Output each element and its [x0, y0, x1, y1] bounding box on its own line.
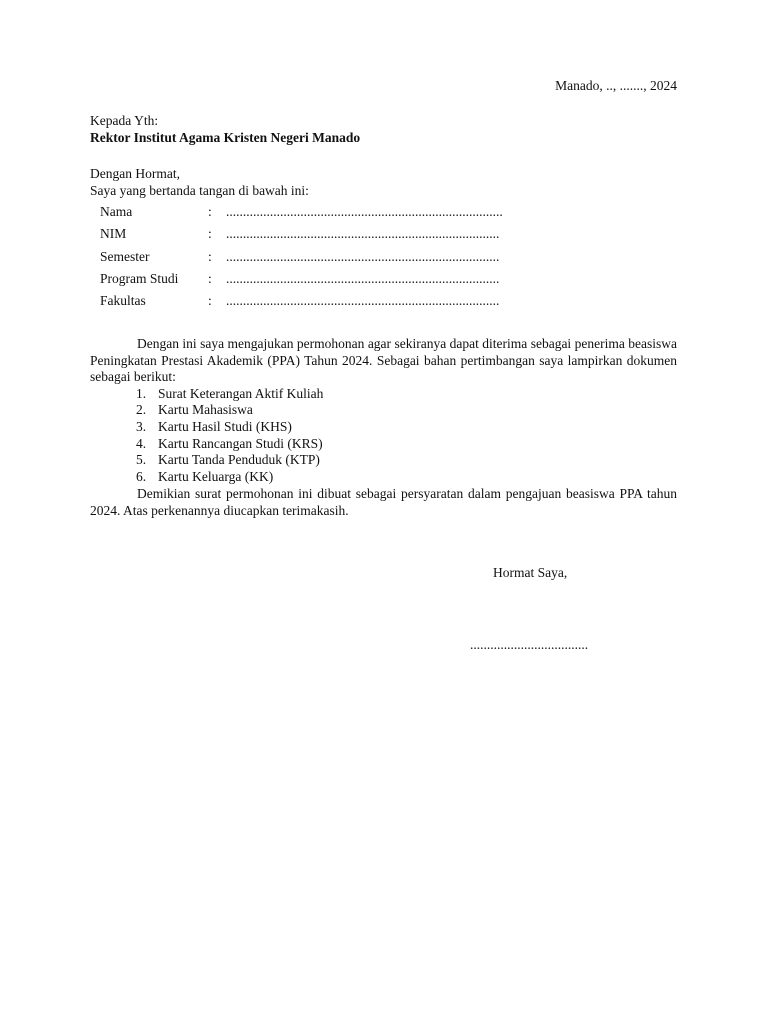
- list-number: 1.: [136, 385, 147, 401]
- signature-line: ...................................: [470, 637, 589, 652]
- list-item: [90, 469, 677, 486]
- field-row-fakultas: [100, 293, 503, 315]
- letter-page: [90, 0, 677, 1024]
- intro-paragraph: Dengan ini saya mengajukan permohonan agar sekiranya dapat diterima sebagai penerima beasiswa Peningkatan Prestasi Akademik (PPA) Tahun 2024. Sebagai bahan pertimbangan saya lampirkan dokumen sebagai berikut:: [90, 336, 677, 385]
- field-label: NIM: [100, 226, 127, 242]
- list-number: 3.: [136, 418, 147, 434]
- field-row-nama: [100, 204, 503, 226]
- list-item: [90, 452, 677, 469]
- field-label: Semester: [100, 248, 150, 264]
- list-number: 4.: [136, 435, 147, 451]
- list-text: Kartu Hasil Studi (KHS): [158, 418, 292, 434]
- field-blank: .................................................................................: [226, 248, 500, 264]
- list-text: Kartu Keluarga (KK): [158, 468, 274, 484]
- list-item: [90, 386, 677, 403]
- letter-body: [90, 336, 677, 520]
- letter-date: Manado, .., ......., 2024: [555, 78, 677, 93]
- recipient-block: [90, 113, 360, 146]
- list-number: 6.: [136, 468, 147, 484]
- greeting-intro-line: Saya yang bertanda tangan di bawah ini:: [90, 182, 309, 198]
- field-label: Fakultas: [100, 293, 146, 309]
- field-colon: :: [208, 226, 212, 242]
- field-row-nim: [100, 226, 503, 248]
- field-colon: :: [208, 270, 212, 286]
- field-blank: .................................................................................: [226, 270, 500, 286]
- field-blank: ..................................................................................: [226, 204, 503, 219]
- field-row-program-studi: [100, 271, 503, 293]
- field-label: Nama: [100, 204, 133, 219]
- greeting-line: Dengan Hormat,: [90, 166, 180, 181]
- closing-paragraph: Demikian surat permohonan ini dibuat sebagai persyaratan dalam pengajuan beasiswa PPA tahun 2024. Atas perkenannya diucapkan terimakasih.: [90, 486, 677, 518]
- list-number: 5.: [136, 452, 147, 468]
- list-text: Kartu Rancangan Studi (KRS): [158, 435, 323, 451]
- list-number: 2.: [136, 402, 147, 418]
- signature-label: Hormat Saya,: [493, 565, 568, 580]
- field-blank: .................................................................................: [226, 226, 500, 242]
- list-item: [90, 402, 677, 419]
- list-item: [90, 419, 677, 436]
- recipient-name: Rektor Institut Agama Kristen Negeri Manado: [90, 129, 361, 145]
- recipient-salutation: Kepada Yth:: [90, 113, 159, 128]
- list-text: Surat Keterangan Aktif Kuliah: [158, 385, 324, 401]
- field-row-semester: [100, 249, 503, 271]
- field-colon: :: [208, 248, 212, 264]
- greeting-block: [90, 166, 309, 199]
- document-list: [90, 386, 677, 486]
- field-label: Program Studi: [100, 270, 179, 286]
- field-blank: .................................................................................: [226, 293, 500, 309]
- list-item: [90, 436, 677, 453]
- identity-fields: [100, 204, 503, 315]
- field-colon: :: [208, 293, 212, 309]
- field-colon: :: [208, 204, 212, 219]
- list-text: Kartu Mahasiswa: [158, 402, 253, 418]
- list-text: Kartu Tanda Penduduk (KTP): [158, 452, 320, 468]
